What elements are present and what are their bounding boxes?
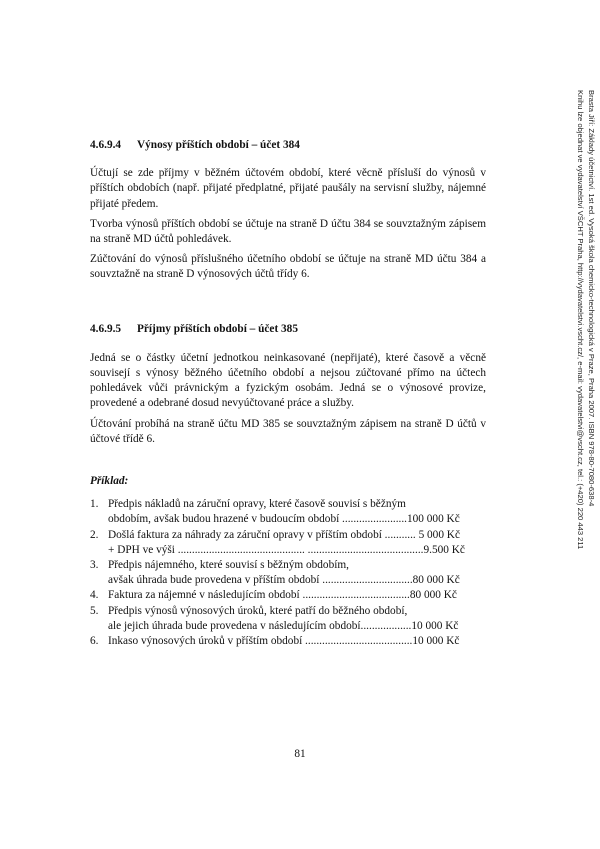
paragraph: Účtují se zde příjmy v běžném účtovém období, které věcně přísluší do výnosů v příštích obdobích (např. přijaté předplatné, přijaté paušály na servisní služby, nájemné přijaté předem.: [90, 167, 486, 210]
list-item-number: 3.: [90, 559, 99, 572]
section-title: Výnosy příštích období – účet 384: [137, 139, 300, 151]
list-item-line: Faktura za nájemné v následujícím období ......................................80 000 Kč: [108, 589, 457, 602]
list-item: [90, 604, 486, 634]
example-list: [90, 497, 486, 649]
example-title: Příklad:: [90, 475, 129, 488]
section-heading-384: [90, 138, 486, 153]
paragraph: Účtování probíhá na straně účtu MD 385 se souvztažným zápisem na straně D účtů v účtové třídě 6.: [90, 417, 486, 445]
list-item-line: Předpis nájemného, které souvisí s běžným obdobím,: [108, 559, 349, 572]
list-item: [90, 634, 486, 649]
section-title: Příjmy příštích období – účet 385: [137, 322, 298, 335]
list-item-line: Předpis nákladů na záruční opravy, které časově souvisí s běžným: [108, 498, 406, 511]
list-item-line: Předpis výnosů výnosových úroků, které patří do běžného období,: [108, 604, 408, 617]
list-item: [90, 497, 486, 527]
side-note-line-2: Knihu lze objednat ve vydavatelství VŠCHT Praha, http://vydavatelstvi.vscht.cz/, e-mail: vydavatelstvi@vscht.cz, tel.: (+420) 220 443 211: [576, 90, 585, 550]
page-content: [90, 138, 486, 649]
section-number: 4.6.9.4: [90, 139, 122, 151]
paragraph: Jedná se o částky účetní jednotkou neinkasované (nepřijaté), které časově a věcně souvisejí s výnosy běžného účetního období a nejsou zúčtované přímo na účtech pohledávek vůči právnickým a fyzickým osobám. Jedná se o výnosové provize, provedené a odebrané dosud nevyúčtované práce a služby.: [90, 351, 486, 410]
list-item-line: Došlá faktura za náhrady za záruční opravy v příštím období ........... 5 000 Kč: [108, 528, 460, 541]
list-item-number: 5.: [90, 604, 99, 617]
list-item-number: 1.: [90, 498, 99, 511]
section-heading-385: [90, 322, 486, 337]
list-item-line: Inkaso výnosových úroků v příštím období ......................................10 000 Kč: [108, 635, 460, 648]
side-note-line-1: Brasta Jiří: Základy účetnictví. 1st ed. Vysoká škola chemicko-technologická v Praze, Praha 2007. ISBN 978-80-7080-638-4: [587, 90, 596, 507]
list-item-line: avšak úhrada bude provedena v příštím období ................................80 000 Kč: [108, 574, 460, 587]
page-number: 81: [294, 748, 306, 760]
paragraph: Zúčtování do výnosů příslušného účetního období se účtuje na straně MD účtu 384 a souvztažně na straně D výnosových účtů třídy 6.: [90, 253, 486, 281]
list-item-line: obdobím, avšak budou hrazené v budoucím období .......................100 000 Kč: [108, 513, 460, 526]
list-item: [90, 528, 486, 558]
paragraph: Tvorba výnosů příštích období se účtuje na straně D účtu 384 se souvztažným zápisem na straně MD účtů pohledávek.: [90, 217, 486, 246]
list-item-number: 4.: [90, 589, 99, 602]
section-number: 4.6.9.5: [90, 322, 122, 335]
list-item: [90, 588, 486, 603]
list-item: [90, 558, 486, 588]
list-item-number: 6.: [90, 635, 99, 648]
list-item-number: 2.: [90, 528, 99, 541]
side-publication-note: [575, 90, 597, 730]
list-item-line: + DPH ve výši ............................................. .........................................9.500 Kč: [108, 543, 465, 556]
list-item-line: ale jejich úhrada bude provedena v následujícím období..................10 000 Kč: [108, 619, 459, 632]
